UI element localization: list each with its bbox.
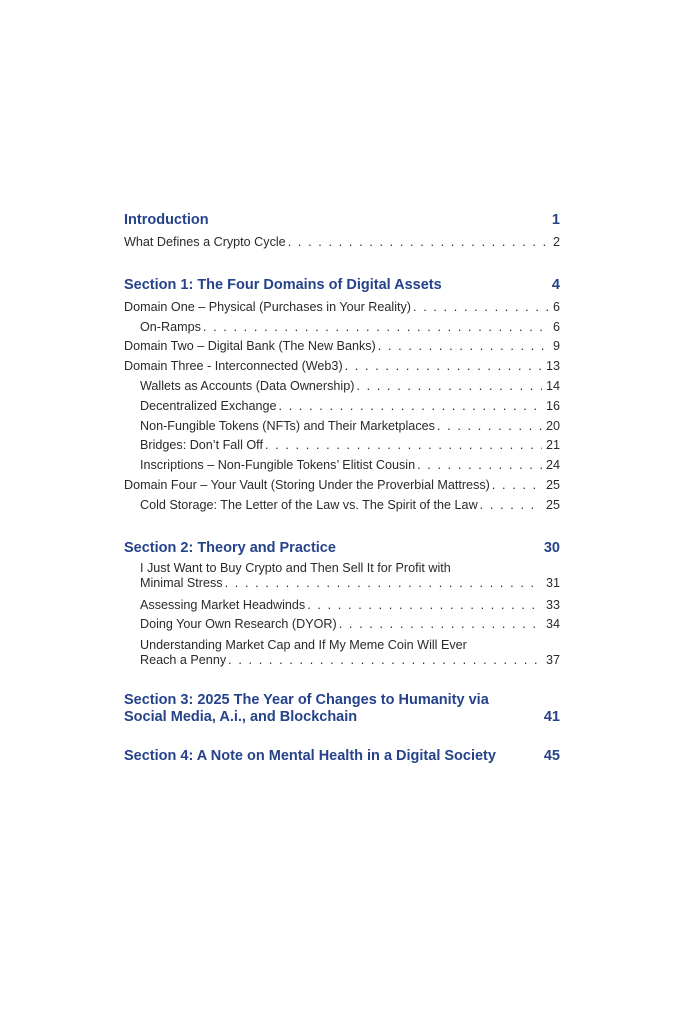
heading-title (124, 692, 489, 726)
entry-title: Wallets as Accounts (Data Ownership) (140, 378, 355, 393)
toc-heading-section-1[interactable] (124, 277, 560, 294)
entry-page-number: 33 (545, 597, 560, 612)
toc-subentry[interactable] (124, 397, 560, 417)
dot-leader (437, 417, 542, 437)
heading-title: Introduction (124, 212, 209, 228)
entry-title: Doing Your Own Research (DYOR) (140, 617, 337, 632)
toc-subentry[interactable] (124, 318, 560, 338)
entry-page-number: 6 (552, 299, 560, 314)
dot-leader (203, 318, 549, 338)
entry-title: Inscriptions – Non-Fungible Tokens’ Elitist Cousin (140, 458, 416, 473)
toc-entry[interactable] (124, 337, 560, 357)
heading-title: Section 4: A Note on Mental Health in a Digital Society (124, 748, 496, 765)
toc-heading-section-3[interactable] (124, 692, 560, 726)
entry-page-number: 2 (552, 235, 560, 249)
dot-leader (378, 337, 549, 357)
dot-leader (492, 476, 542, 496)
entry-title: Reach a Penny (140, 653, 227, 668)
toc-entry[interactable] (124, 476, 560, 496)
entry-page-number: 9 (552, 339, 560, 354)
entry-title: Decentralized Exchange (140, 398, 277, 413)
dot-leader (356, 377, 542, 397)
entry-title: Bridges: Don’t Fall Off (140, 438, 263, 453)
toc-entry[interactable] (124, 357, 560, 377)
toc-subentry[interactable] (124, 496, 560, 516)
entry-page-number: 21 (545, 438, 560, 453)
dot-leader (480, 496, 542, 516)
heading-title-line-2: Social Media, A.i., and Blockchain (124, 709, 358, 726)
toc-heading-section-2[interactable] (124, 540, 560, 557)
entry-page-number: 14 (545, 378, 560, 393)
entry-page-number: 16 (545, 398, 560, 413)
entry-title: What Defines a Crypto Cycle (124, 235, 286, 249)
toc-entry[interactable] (124, 298, 560, 318)
entry-page-number: 6 (552, 319, 560, 334)
toc-heading-section-4[interactable] (124, 748, 560, 765)
entry-title: Domain Three - Interconnected (Web3) (124, 359, 343, 374)
toc-heading-introduction[interactable] (124, 212, 560, 229)
heading-page-number: 1 (551, 212, 560, 228)
entry-title: Domain Four – Your Vault (Storing Under the Proverbial Mattress) (124, 477, 490, 492)
entry-title-line-1: I Just Want to Buy Crypto and Then Sell It for Profit with (140, 560, 451, 575)
toc-subentry[interactable] (124, 377, 560, 397)
dot-leader (417, 456, 542, 476)
dot-leader (339, 615, 542, 635)
entry-page-number: 13 (545, 359, 560, 374)
heading-page-number: 4 (551, 276, 560, 293)
entry-page-number: 20 (545, 418, 560, 433)
entry-title: Domain One – Physical (Purchases in Your Reality) (124, 299, 411, 314)
dot-leader (288, 233, 549, 253)
toc-subentry[interactable] (124, 417, 560, 437)
heading-title: Section 2: Theory and Practice (124, 539, 336, 556)
entry-title: Domain Two – Digital Bank (The New Banks) (124, 339, 376, 354)
entry-title-line-1: Understanding Market Cap and If My Meme Coin Will Ever (140, 638, 467, 653)
toc-subentry[interactable] (124, 436, 560, 456)
toc-subentry[interactable] (124, 615, 560, 635)
dot-leader (265, 436, 542, 456)
entry-title: Assessing Market Headwinds (140, 597, 306, 612)
toc-subentry[interactable] (124, 456, 560, 476)
entry-title: Non-Fungible Tokens (NFTs) and Their Marketplaces (140, 418, 435, 433)
heading-page-number: 41 (543, 709, 560, 726)
entry-page-number: 24 (545, 458, 560, 473)
entry-title: On-Ramps (140, 319, 201, 334)
table-of-contents (124, 212, 560, 765)
entry-title: Cold Storage: The Letter of the Law vs. The Spirit of the Law (140, 497, 478, 512)
toc-entry[interactable] (124, 233, 560, 253)
dot-leader (225, 576, 542, 591)
entry-page-number: 34 (545, 617, 560, 632)
dot-leader (413, 298, 549, 318)
toc-subentry-multiline[interactable] (124, 561, 560, 591)
heading-title-line-1: Section 3: 2025 The Year of Changes to Humanity via (124, 692, 489, 709)
entry-title: Minimal Stress (140, 575, 223, 590)
dot-leader (279, 397, 542, 417)
entry-page-number: 37 (545, 653, 560, 668)
entry-page-number: 25 (545, 497, 560, 512)
heading-title: Section 1: The Four Domains of Digital Assets (124, 276, 442, 293)
heading-page-number: 30 (543, 539, 560, 556)
dot-leader (345, 357, 542, 377)
dot-leader (307, 596, 542, 616)
toc-subentry-multiline[interactable] (124, 638, 560, 668)
entry-page-number: 31 (545, 575, 560, 590)
toc-subentry[interactable] (124, 596, 560, 616)
entry-page-number: 25 (545, 477, 560, 492)
heading-page-number: 45 (543, 748, 560, 765)
dot-leader (228, 653, 542, 668)
